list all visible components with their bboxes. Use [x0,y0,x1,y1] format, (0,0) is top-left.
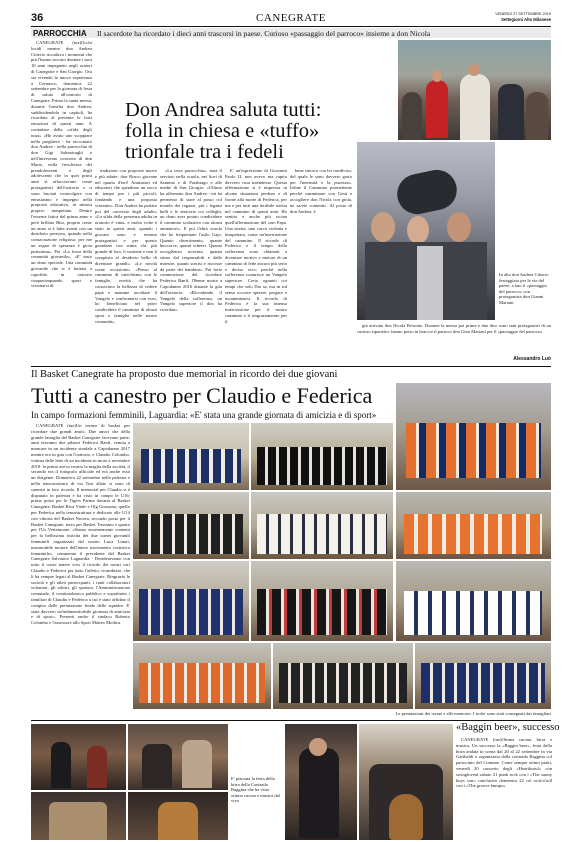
page-number: 36 [31,12,44,24]
photo-passaggio-parroco [357,142,495,320]
photo-basket-4 [133,492,249,559]
article2-headline: Tutti a canestro per Claudio e Federica [31,383,373,408]
kicker-parrocchia: PARROCCHIA [33,28,87,38]
header-date: VENERDÌ 27 SETTEMBRE 2019 [495,12,551,16]
photo-basket-9 [396,561,551,641]
article1-col-5: bene sincero con lei condiviso, del quale le sono davvero grato per l'intensità e la purezza». Infine il Cammino promettente perché camminare con Gesù e accogliere don Nicola con gioia, ne sarete contenti». Al posto di don Andrea, è [290,168,352,214]
photo-procession [398,40,551,140]
article1-author: Alessandro Luò [513,356,551,362]
photo-basket-11 [273,643,413,709]
photo-festa-2 [128,724,228,790]
article1-banner [31,28,551,38]
article1-subtitle: Il sacerdote ha ricordato i dieci anni trascorsi in paese. Curioso «passaggio del parroco» insieme a don Nicola [97,28,431,38]
photo-basket-12 [415,643,551,709]
photo-caption-article2: Le premiazioni dei tornei e alle memorie. I trofei sono stati consegnati dai famigliari [395,711,551,716]
photo-festa-3 [31,792,126,840]
divider-2 [31,720,551,721]
headline-line-3: trionfale tra i fedeli [125,141,284,163]
headline-line-1: Don Andrea saluta tutti: [125,99,322,121]
photo-caption-article1: In alto don Andrea Citterio festeggiato per le vie del paese; a lato il «passaggio del parroco» con protagonista don Gianni Mariani [499,272,549,305]
article2-body: CANEGRATE (tuz)Un torneo di basket per ricordare due grandi amici. Due amici che della grande famiglia del Basket Canegrate facevano parte, anni eravamo due pilastri Federica Banfi, venuta a mancare in un incidente stradale a Capodanno 2017 mentre era in gita con l'oratorio, e Claudio Colombo, vittima delle lette di un incidente in moto a novembre 2018: la prima aveva vestito la maglia della società, il secondo era il fotografo ufficiale ed era anche esso un dirigente. Domenica 22 settembre nella palestra e nella tensostruttura di via Tosi allaie si sono di canestri in loro ricordo. Il memorial per Claudio si è disputato in palestra e ha visto in campo le U16: primo posto per le Tigers Parma davanti al Basket Canegrate, Basket Riva Vitale e Olg Giussano; quello per Federica nella tensostruttura e dedicato alle U14 con vittoria del Basket Nocera, secondo posto per il Basket Canegrate, terzo per Basket Trezzano e quarto per l'Us Vertemonte. «Siamo enormemente contenti per la bellissima riuscita dei due tornei giovanili femminili organizzati dal nostro Luca Linari, instancabile motore dell'intero movimento cestistico femminile», commenta il presidente del Basket Canegrate Salvatore Laguardia - Desideravamo con tutto il cuore tenere vivo il ricordo dei nostri cari Claudio e Federica per tutto l'affetto, ricambiato, che li ha sempre legati al Basket Canegrate. Ringrazio le società e gli atleti partecipanti, i tanti collaboratori volontari, gli arbitri, gli sponsor, l'Amministrazione comunale, il comitatobasico pubblico e soprattutto i familiari di Claudio e Federica a cui è stato affidato il compito delle premiazione finale delle squadre. E' stata davvero un'indimenticabile giornata di amicizia e di sport». Presenti anche il sindaco Roberto Colombo e l'assessore allo Sport Matteo Modica. [31,423,130,626]
article1-col-2: tradizioni con proposte nuove e più adatte: don Bosco giovane nel quarto d'ieri! Animatori ed educatori che spendono un sacco di tempo per i più piccoli, fondando e una proposta vincente». Don Andrea ha parlato poi del «servizio degli adulti» «La sfida della presenza adulta in oratorio è vinta, e molto volte è stato in questi anni, quando i giovani sono e restano protagonisti e per questo guardano con stima chi, più grande di loro, li sostiene e non li conquista al desiderio bello di diventare grandi». «Le novità come occasione» «Penso al cammino di catechismo con le famiglie, novità che ha conosciuto la bellezza di vedere papà e mamme ascoltare il Vangelo e confrontarsi con esso, ho beneficiato nel poter condividere il cammino di alcuni sposi e famiglie nelle nostre comunità». [95,168,157,324]
divider-1 [31,366,551,367]
photo-festa-5 [285,724,357,840]
section-label: CANEGRATE [256,12,326,24]
photo-festa-1 [31,724,126,790]
header-publication: Settegiorni Alto Milanese [501,17,551,22]
photo-basket-10 [133,643,271,709]
photo-basket-7 [133,561,249,641]
photo-basket-2 [251,423,393,490]
article1-headline [125,100,395,163]
photo-caption-article3: E' piaciuta la festa della birra della Contrada Baggina che ha visto ottima cucina e musica dal vivo [231,776,280,804]
article1-col-1: CANEGRATE (tuz)Occhi lucidi mentre don Andrea Citterio ricordava i momenti che più l'hanno toccato durante i suoi 10 anni impegnato negli oratori di Canegrate e San Giorgio. Ora sta vivendo la nuova esperienza a Cernusco, domenica 22 settembre per la giornata di festa di saluto all'oratorio di Canegrate. Prima la santa messa, durante l'omelia don Andrea, suddividendola in capitoli, ha ricordato al presente le forti emozioni di questi anni. A contattare dalla «sfida degli inizi» «Ho avuto uno scoppiare nella preghiera - ha raccontato don Andrea - nella parrocchia di don Gigi Salmoiraghi e nell'intervento concreto di don Mario, nella freschezza dei preadolescenti e degli adolescenti che in quei primi anni si affacciavano come protagonisti dell'oratorio e si sono lasciati coinvolgere con entusiasmo e impegno nella proposta educativa, in misura proprio inaspettata. Dentro l'esserne fatica del primo anno e però brillato Rita, proprio come un anno si è fatta avanti con un desiderio prezioso, quando nella consacrazione religiosa: per me un segno di speranza e gioia purissima». Poi «La forza della comunità giovanile», «E' stato un dono speciale. Una comunità giovanile che si è buttata a capofitto in oratorio cinquecinquando spazi e visionarsi di [31,40,92,289]
article2-subtitle: Il Basket Canegrate ha proposto due memorial in ricordo dei due giovani [31,369,338,380]
photo-basket-1 [133,423,249,490]
article1-side-end: già arrivato don Nicola Petronio. Durante la messa poi prima e due dico sono stati protagonisti di un curioso siparietto: hanno preso in braccio il parroco don Gino Mariani per il «passaggio del parroco». [357,323,551,334]
article2-deck: In campo formazioni femminili, Laguardia: «E' stata una grande giornata di amicizia e di sport» [31,410,377,420]
photo-basket-5 [251,492,393,559]
photo-basket-6 [396,492,551,559]
header-rule [31,26,551,27]
article1-col-3: «La terra parrocchia», nota il servizio nella scuola, nei licei di Sannino e di Parabiago e alle medie di San Giorgio: «Ultimo ha affermato don Andrea - mi ha permesso di stare al passo col mondo dei ragazzi, più i legami belli e le amicizie coi colleghi, un dono aver potuto condividere il cammino scolastico con alcuni animatori». E poi l'altra scuola che ho frequentato l'asilo Gajo. Quanto divertimento, quante buccacce, quanti scherzi. Quanta accoglienza ricevuta, quanta stima dal responsabili e dalle maestre, quanti sorrisi e riscosse da parte dei bambini». Poi forte commozione del ricordare Federica Banfi, l'8enne morta a Capodanno 2016 durante la gita dell'oratorio: «Ricordando il Vangelo della sofferenza, un Vangelo superiore il don ha ricordato: [160,168,222,313]
photo-festa-4 [128,792,228,840]
photo-basket-3 [396,383,551,490]
article3-body: CANEGRATE (tuz)Ottima cucina, birra e musica. Un successo la «Baggin beer», festa della birra andata in scena dal 20 al 22 settembre in via Garibaldi e organizzata dalla contrada Baggina col patrocinio del Comune. Come sempre ottimi piatti, venerdì 20 concerto degli «Heartksoul» con swingloveat sabato 21 punk rock con i «The sunny boys con» conclusive domenica 22 col rock'n'roll con i «The groove bumps». [456,737,552,789]
page-header [31,12,551,25]
article1-col-4: E' un'espressione di Giovanni Paolo II, non avevo ma capito davvero cosa intendesse. Questa affermazione si è impressa in alcune situazioni perdure e di fronte alla morte di Federica, per me e per tutti una terribile stretta nel cammino di questi anni. Ho sentito e anche più vicina quell'affermazione del caro Papa. Una stretta, una curva violenta e inaspettata, come un'interruzione del cammino. Il ricordo di Federica e il tempo della sofferenza sono chiamati a diventare motivo e motore di un cammino di fede ancora più serio e deciso ecco perché nella sofferenza scaturisce un Vangelo superiore. Certo ognuno coi tempi che solo Dio sa, ma in sul senso occorre sperare, pregare e incamminarsi. Il ricordo di Federica è la sua intensa intercessione per il nostro cammino e il ringraziamento per il [225,168,287,324]
photo-basket-8 [251,561,393,641]
photo-festa-6 [359,724,453,840]
article3-headline: «Baggin beer», successo [456,722,560,733]
headline-line-2: folla in chiesa e «tuffo» [125,120,320,142]
